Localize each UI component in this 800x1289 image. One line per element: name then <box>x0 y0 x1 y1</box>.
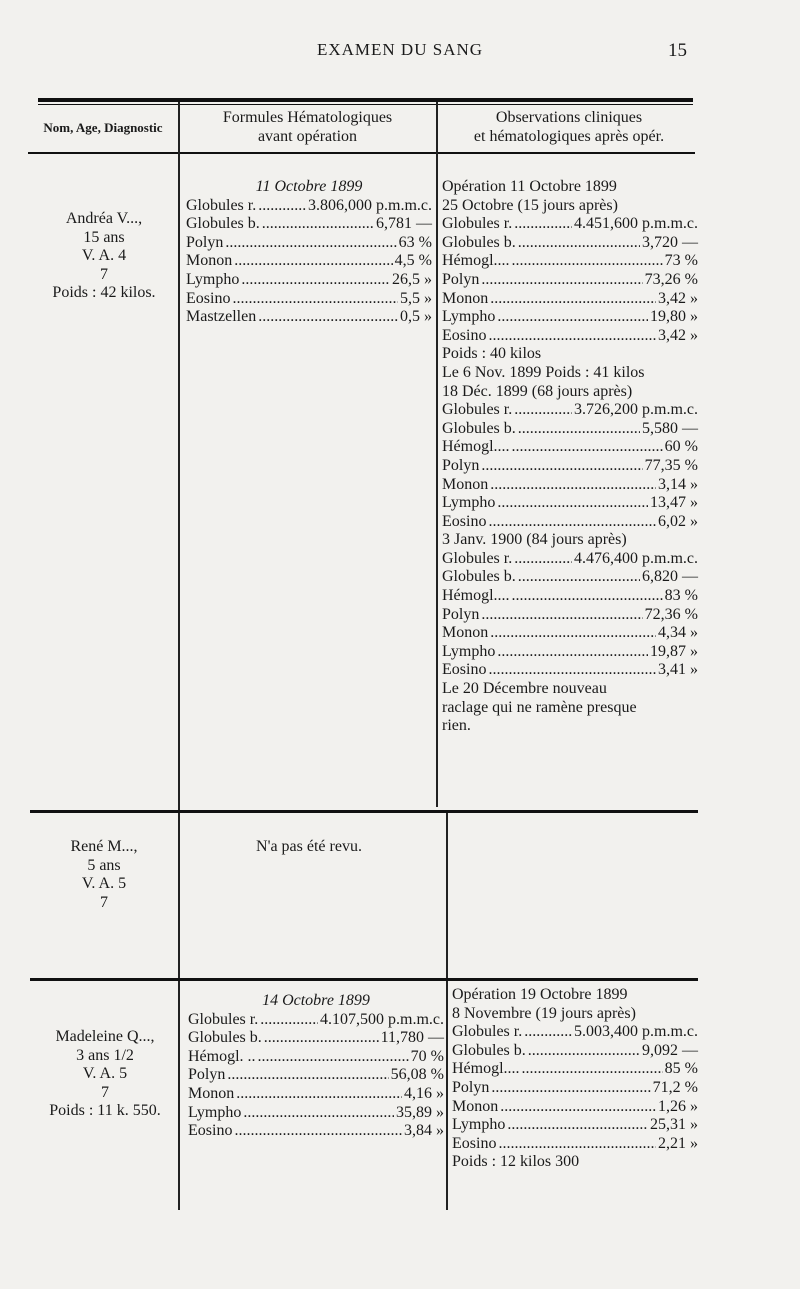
identity-line: V. A. 4 <box>81 247 127 265</box>
leader-dots <box>518 234 640 253</box>
value-row <box>442 643 698 662</box>
leader-dots <box>518 568 640 587</box>
observation-note: raclage qui ne ramène presque <box>442 698 637 716</box>
value-label: Lympho <box>442 308 496 326</box>
value-figure: 3,42 » <box>658 326 698 344</box>
value-figure: 60 % <box>664 438 698 456</box>
value-figure: 3,14 » <box>658 475 698 493</box>
value-row <box>188 1085 444 1104</box>
leader-dots <box>512 252 663 271</box>
value-row <box>186 308 432 327</box>
observation-note: rien. <box>442 717 471 735</box>
value-figure: 72,36 % <box>644 605 698 623</box>
leader-dots <box>528 1042 640 1061</box>
leader-dots <box>481 271 642 290</box>
observation-heading: Opération 19 Octobre 1899 <box>452 986 628 1003</box>
value-label: Eosino <box>452 1134 497 1152</box>
value-label: Globules r. <box>442 549 513 567</box>
value-row <box>188 1066 444 1085</box>
header-rule <box>28 152 695 154</box>
value-figure: 70 % <box>410 1047 444 1065</box>
value-figure: 35,89 » <box>396 1103 444 1121</box>
value-figure: 4,34 » <box>658 624 698 642</box>
value-label: Monon <box>442 475 489 493</box>
observation-heading: Poids : 12 kilos 300 <box>452 1153 580 1171</box>
value-row <box>442 606 698 625</box>
leader-dots <box>227 1066 388 1085</box>
col-header-before-line2: avant opération <box>257 128 358 145</box>
value-row <box>188 1029 444 1048</box>
value-figure: 25,31 » <box>650 1116 698 1134</box>
value-label: Lympho <box>442 494 496 512</box>
value-label: Hémogl. .. <box>188 1047 256 1065</box>
value-row <box>452 1023 698 1042</box>
value-row <box>442 215 698 234</box>
value-row <box>188 1011 444 1030</box>
identity-line: Poids : 42 kilos. <box>52 284 156 302</box>
leader-dots <box>524 1023 572 1042</box>
column-divider-2b <box>446 812 448 1210</box>
leader-dots <box>488 513 656 532</box>
value-row <box>442 290 698 309</box>
leader-dots <box>490 290 656 309</box>
value-label: Lympho <box>188 1103 242 1121</box>
col-header-before-line1: Formules Hématologiques <box>222 109 393 126</box>
value-row <box>442 327 698 346</box>
value-label: Globules r. <box>186 196 257 214</box>
value-label: Hémogl.... <box>442 587 510 605</box>
value-label: Monon <box>188 1084 235 1102</box>
col-header-before <box>180 108 435 146</box>
value-figure: 3,41 » <box>658 661 698 679</box>
value-row <box>452 1079 698 1098</box>
top-rule-thin <box>38 104 693 105</box>
value-label: Polyn <box>188 1066 226 1084</box>
value-label: Monon <box>452 1097 499 1115</box>
value-label: Globules b. <box>442 233 516 251</box>
value-label: Hémogl.... <box>452 1060 520 1078</box>
leader-dots <box>490 624 656 643</box>
leader-dots <box>514 401 572 420</box>
value-figure: 4,5 % <box>394 252 432 270</box>
leader-dots <box>512 587 663 606</box>
patient-identity <box>30 838 178 912</box>
value-label: Monon <box>442 289 489 307</box>
top-rule <box>38 98 693 102</box>
leader-dots <box>488 327 656 346</box>
identity-line: Madeleine Q..., <box>55 1028 155 1045</box>
value-figure: 4.476,400 p.m.m.c. <box>574 549 698 567</box>
value-label: Hémogl.... <box>442 252 510 270</box>
value-figure: 13,47 » <box>650 494 698 512</box>
identity-line: 3 ans 1/2 <box>76 1046 134 1064</box>
value-figure: 3,84 » <box>404 1122 444 1140</box>
value-row <box>442 457 698 476</box>
value-label: Eosino <box>186 289 231 307</box>
value-label: Monon <box>186 252 233 270</box>
value-figure: 77,35 % <box>644 456 698 474</box>
value-label: Globules r. <box>442 401 513 419</box>
value-figure: 19,80 » <box>650 308 698 326</box>
value-row <box>186 252 432 271</box>
col-header-name: Nom, Age, Diagnostic <box>43 120 163 135</box>
leader-dots <box>258 1048 409 1067</box>
leader-dots <box>234 252 392 271</box>
leader-dots <box>481 457 642 476</box>
value-label: Globules r. <box>442 215 513 233</box>
value-figure: 63 % <box>398 233 432 251</box>
column-divider-2 <box>436 102 438 807</box>
observation-heading: Le 6 Nov. 1899 Poids : 41 kilos <box>442 363 645 381</box>
value-figure: 5.003,400 p.m.m.c. <box>574 1023 698 1041</box>
col-header-after-line2: et hématologiques après opér. <box>473 128 665 145</box>
value-row <box>442 476 698 495</box>
col-header-after-line1: Observations cliniques <box>495 109 643 126</box>
value-row <box>442 438 698 457</box>
value-row <box>442 513 698 532</box>
leader-dots <box>262 215 374 234</box>
value-label: Polyn <box>442 605 480 623</box>
exam-date: 14 Octobre 1899 <box>262 992 370 1009</box>
observation-heading: Opération 11 Octobre 1899 <box>442 178 617 195</box>
leader-dots <box>236 1085 402 1104</box>
leader-dots <box>514 550 572 569</box>
identity-line: 7 <box>101 1083 109 1101</box>
observation-heading: 8 Novembre (19 jours après) <box>452 1004 636 1022</box>
value-row <box>452 1098 698 1117</box>
value-label: Polyn <box>452 1078 490 1096</box>
value-figure: 73 % <box>664 252 698 270</box>
value-figure: 11,780 — <box>380 1029 444 1047</box>
leader-dots <box>507 1116 648 1135</box>
value-label: Globules b. <box>188 1029 262 1047</box>
value-row <box>442 420 698 439</box>
value-label: Eosino <box>442 326 487 344</box>
value-label: Hémogl.... <box>442 438 510 456</box>
value-label: Polyn <box>442 456 480 474</box>
page-number: 15 <box>668 40 687 61</box>
identity-line: René M..., <box>70 838 138 855</box>
value-label: Globules r. <box>452 1023 523 1041</box>
leader-dots <box>264 1029 379 1048</box>
leader-dots <box>258 308 398 327</box>
value-figure: 9,092 — <box>642 1041 698 1059</box>
value-label: Globules b. <box>186 215 260 233</box>
value-row <box>452 1042 698 1061</box>
identity-line: Poids : 11 k. 550. <box>49 1102 161 1120</box>
value-label: Lympho <box>442 642 496 660</box>
leader-dots <box>498 1135 656 1154</box>
identity-line: 7 <box>100 893 108 911</box>
identity-line: 15 ans <box>83 228 125 246</box>
after-observations <box>442 178 698 736</box>
not-reviewed-note: N'a pas été revu. <box>256 838 362 855</box>
leader-dots <box>497 308 648 327</box>
value-row <box>442 308 698 327</box>
value-row <box>186 197 432 216</box>
identity-line: V. A. 5 <box>81 875 127 893</box>
leader-dots <box>497 494 648 513</box>
value-figure: 56,08 % <box>390 1066 444 1084</box>
value-label: Eosino <box>442 512 487 530</box>
leader-dots <box>497 643 648 662</box>
before-formula <box>186 178 432 327</box>
value-row <box>186 234 432 253</box>
section-rule-2 <box>30 978 698 981</box>
value-label: Eosino <box>188 1122 233 1140</box>
value-row <box>188 1104 444 1123</box>
value-label: Lympho <box>186 270 240 288</box>
value-figure: 4,16 » <box>404 1084 444 1102</box>
value-label: Mastzellen <box>186 308 257 326</box>
value-label: Monon <box>442 624 489 642</box>
leader-dots <box>512 438 663 457</box>
value-row <box>442 624 698 643</box>
running-header: EXAMEN DU SANG <box>316 40 484 59</box>
value-figure: 26,5 » <box>392 270 432 288</box>
leader-dots <box>260 1011 318 1030</box>
value-figure: 4.107,500 p.m.m.c. <box>320 1010 444 1028</box>
value-figure: 3.726,200 p.m.m.c. <box>574 401 698 419</box>
identity-line: 5 ans <box>87 856 121 874</box>
leader-dots <box>514 215 572 234</box>
leader-dots <box>225 234 396 253</box>
value-figure: 3,720 — <box>642 233 698 251</box>
value-label: Globules b. <box>442 419 516 437</box>
leader-dots <box>258 197 306 216</box>
leader-dots <box>518 420 640 439</box>
value-figure: 6,820 — <box>642 568 698 586</box>
leader-dots <box>232 290 398 309</box>
value-figure: 3.806,000 p.m.m.c. <box>308 196 432 214</box>
value-figure: 5,5 » <box>400 289 432 307</box>
value-figure: 71,2 % <box>652 1078 698 1096</box>
value-figure: 73,26 % <box>644 270 698 288</box>
patient-identity <box>30 1028 180 1121</box>
value-label: Polyn <box>442 270 480 288</box>
value-row <box>442 494 698 513</box>
value-row <box>442 401 698 420</box>
leader-dots <box>491 1079 650 1098</box>
value-figure: 19,87 » <box>650 642 698 660</box>
after-observations <box>452 986 698 1172</box>
value-row <box>186 215 432 234</box>
value-figure: 6,02 » <box>658 512 698 530</box>
value-figure: 6,781 — <box>376 215 432 233</box>
value-row <box>442 587 698 606</box>
value-row <box>442 550 698 569</box>
leader-dots <box>500 1098 656 1117</box>
observation-heading: 18 Déc. 1899 (68 jours après) <box>442 382 633 400</box>
value-label: Globules r. <box>188 1010 259 1028</box>
value-row <box>452 1116 698 1135</box>
leader-dots <box>488 661 656 680</box>
identity-line: 7 <box>100 265 108 283</box>
value-row <box>442 568 698 587</box>
section-rule-1 <box>30 810 698 813</box>
value-row <box>188 1122 444 1141</box>
value-figure: 83 % <box>664 587 698 605</box>
value-figure: 4.451,600 p.m.m.c. <box>574 215 698 233</box>
before-formula <box>188 992 444 1141</box>
value-figure: 2,21 » <box>658 1134 698 1152</box>
value-row <box>186 271 432 290</box>
value-label: Globules b. <box>442 568 516 586</box>
before-formula <box>186 838 432 857</box>
value-figure: 3,42 » <box>658 289 698 307</box>
observation-heading: 3 Janv. 1900 (84 jours après) <box>442 531 627 549</box>
value-row <box>442 252 698 271</box>
leader-dots <box>241 271 390 290</box>
value-figure: 5,580 — <box>642 419 698 437</box>
value-label: Polyn <box>186 233 224 251</box>
patient-identity <box>30 210 178 303</box>
value-row <box>442 661 698 680</box>
value-row <box>186 290 432 309</box>
leader-dots <box>490 476 656 495</box>
value-label: Lympho <box>452 1116 506 1134</box>
leader-dots <box>234 1122 402 1141</box>
value-row <box>188 1048 444 1067</box>
value-figure: 0,5 » <box>400 308 432 326</box>
col-header-after <box>438 108 700 146</box>
value-figure: 1,26 » <box>658 1097 698 1115</box>
observation-heading: 25 Octobre (15 jours après) <box>442 196 618 214</box>
value-row <box>452 1060 698 1079</box>
value-row <box>442 234 698 253</box>
observation-note: Le 20 Décembre nouveau <box>442 680 607 698</box>
value-label: Globules b. <box>452 1041 526 1059</box>
observation-heading: Poids : 40 kilos <box>442 345 542 363</box>
value-label: Eosino <box>442 661 487 679</box>
identity-line: V. A. 5 <box>82 1065 128 1083</box>
value-row <box>452 1135 698 1154</box>
leader-dots <box>522 1060 663 1079</box>
leader-dots <box>481 606 642 625</box>
exam-date: 11 Octobre 1899 <box>255 178 363 195</box>
identity-line: Andréa V..., <box>65 210 143 227</box>
value-figure: 85 % <box>664 1060 698 1078</box>
value-row <box>442 271 698 290</box>
leader-dots <box>243 1104 394 1123</box>
